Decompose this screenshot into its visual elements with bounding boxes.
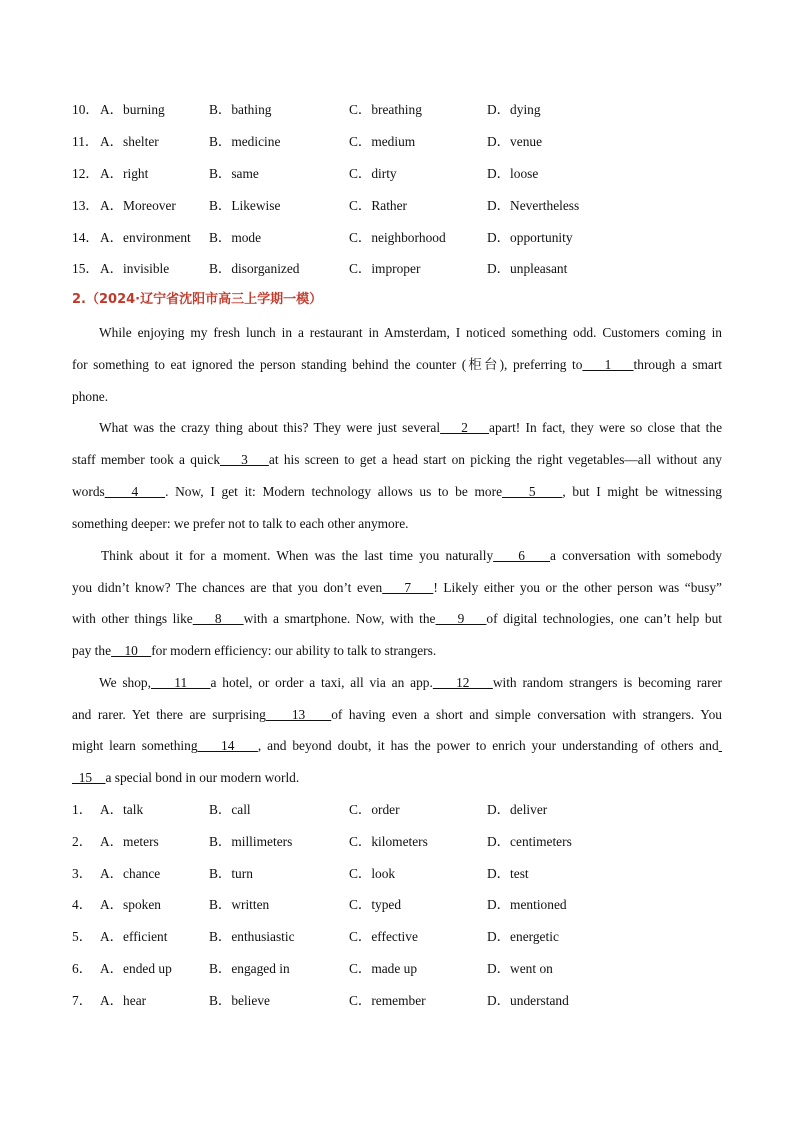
question-number: 10． (72, 102, 99, 117)
passage-line (72, 641, 722, 661)
option-c: C．made up (349, 961, 418, 976)
option-d: D．went on (487, 961, 553, 976)
passage-line (99, 418, 722, 438)
blank-7: 7 (382, 580, 434, 595)
passage-line (72, 514, 722, 534)
blank-12: 12 (432, 675, 493, 690)
section-heading: 2.（2024·辽宁省沈阳市高三上学期一模） (72, 292, 323, 307)
option-b: B．mode (209, 230, 262, 245)
option-d: D．test (487, 866, 529, 881)
passage-text: for something to eat ignored the person standing behind the counter (柜台), preferring to (72, 357, 583, 372)
passage-text: , and beyond doubt, it has the power to enrich your understanding of others and (257, 738, 719, 753)
passage-text: pay the (72, 643, 112, 658)
option-a: A．talk (100, 802, 144, 817)
option-c: C．breathing (349, 102, 422, 117)
passage-text: and rarer. Yet there are surprising (72, 707, 266, 722)
blank-4: 4 (104, 484, 166, 499)
question-number: 6． (72, 961, 93, 976)
option-c: C．improper (349, 261, 421, 276)
passage-text: with a smartphone. Now, with the (243, 611, 436, 626)
blank-15-lead (719, 738, 722, 753)
passage-text: with other things like (72, 611, 193, 626)
option-c: C．Rather (349, 198, 408, 213)
passage-text: a special bond in our modern world. (105, 770, 300, 785)
option-a: A．shelter (100, 134, 159, 149)
blank-5: 5 (502, 484, 563, 499)
passage-line (72, 578, 722, 598)
passage-text: ! Likely either you or the other person was “busy” (433, 580, 722, 595)
passage-text: While enjoying my fresh lunch in a restaurant in Amsterdam, I noticed something odd. Customers coming in (99, 325, 722, 340)
blank-14: 14 (197, 738, 258, 753)
passage-text: staff member took a quick (72, 452, 221, 467)
question-number: 12． (72, 166, 99, 181)
passage-line (72, 450, 722, 470)
passage-text: with random strangers is becoming rarer (492, 675, 722, 690)
option-d: D．mentioned (487, 897, 567, 912)
passage-text: a conversation with somebody (549, 548, 722, 563)
option-d: D．unpleasant (487, 261, 568, 276)
option-b: B．bathing (209, 102, 272, 117)
option-c: C．typed (349, 897, 402, 912)
blank-15: 15 (72, 770, 106, 785)
option-c: C．look (349, 866, 396, 881)
passage-text: words (72, 484, 105, 499)
passage-text: apart! In fact, they were so close that the (489, 420, 723, 435)
option-a: A．environment (100, 230, 191, 245)
option-b: B．enthusiastic (209, 929, 295, 944)
option-a: A．meters (100, 834, 159, 849)
passage-text: at his screen to get a head start on picking the right vegetables—all without any (268, 452, 722, 467)
blank-3: 3 (220, 452, 269, 467)
blank-11: 11 (150, 675, 211, 690)
passage-line (99, 673, 722, 693)
question-number: 11． (72, 134, 99, 149)
option-d: D．understand (487, 993, 569, 1008)
option-b: B．Likewise (209, 198, 281, 213)
option-d: D．centimeters (487, 834, 572, 849)
option-c: C．kilometers (349, 834, 428, 849)
option-b: B．same (209, 166, 259, 181)
passage-text: something deeper: we prefer not to talk to each other anymore. (72, 516, 409, 531)
option-a: A．hear (100, 993, 147, 1008)
passage-text: , but I might be witnessing (562, 484, 722, 499)
passage-text: a hotel, or order a taxi, all via an app. (210, 675, 433, 690)
passage-text: through a smart (633, 357, 722, 372)
option-a: A．burning (100, 102, 165, 117)
question-number: 2． (72, 834, 93, 849)
passage-line (99, 323, 722, 343)
option-d: D．venue (487, 134, 543, 149)
blank-1: 1 (582, 357, 634, 372)
passage-line (72, 355, 722, 375)
passage-text: of digital technologies, one can’t help but (486, 611, 722, 626)
option-d: D．loose (487, 166, 539, 181)
option-c: C．effective (349, 929, 418, 944)
question-number: 1． (72, 802, 93, 817)
blank-8: 8 (192, 611, 244, 626)
blank-2: 2 (440, 420, 490, 435)
question-number: 3． (72, 866, 93, 881)
passage-line (72, 387, 722, 407)
option-d: D．dying (487, 102, 541, 117)
option-a: A．invisible (100, 261, 170, 276)
passage-line (72, 705, 722, 725)
passage-text: might learn something (72, 738, 198, 753)
passage-text: you didn’t know? The chances are that you don’t even (72, 580, 383, 595)
option-a: A．chance (100, 866, 161, 881)
option-c: C．neighborhood (349, 230, 446, 245)
option-c: C．order (349, 802, 400, 817)
option-c: C．remember (349, 993, 426, 1008)
option-a: A．spoken (100, 897, 161, 912)
question-number: 15． (72, 261, 99, 276)
blank-6: 6 (493, 548, 550, 563)
option-b: B．millimeters (209, 834, 293, 849)
option-a: A．efficient (100, 929, 168, 944)
question-number: 5． (72, 929, 93, 944)
option-b: B．believe (209, 993, 270, 1008)
option-b: B．written (209, 897, 270, 912)
option-d: D．Nevertheless (487, 198, 580, 213)
passage-text: of having even a short and simple conversation with strangers. You (331, 707, 722, 722)
passage-text: phone. (72, 389, 109, 404)
option-d: D．energetic (487, 929, 559, 944)
option-a: A．ended up (100, 961, 172, 976)
question-number: 4． (72, 897, 93, 912)
passage-text: . Now, I get it: Modern technology allows us to be more (165, 484, 503, 499)
passage-line (72, 609, 722, 629)
option-b: B．disorganized (209, 261, 300, 276)
option-b: B．call (209, 802, 251, 817)
option-b: B．engaged in (209, 961, 290, 976)
passage-text: What was the crazy thing about this? They were just several (99, 420, 441, 435)
option-d: D．opportunity (487, 230, 573, 245)
option-a: A．Moreover (100, 198, 176, 213)
question-number: 14． (72, 230, 99, 245)
option-d: D．deliver (487, 802, 548, 817)
passage-line (101, 546, 722, 566)
blank-13: 13 (265, 707, 332, 722)
passage-text: Think about it for a moment. When was the last time you naturally (101, 548, 494, 563)
passage-text: for modern efficiency: our ability to talk to strangers. (151, 643, 437, 658)
blank-9: 9 (435, 611, 487, 626)
passage-line (72, 736, 722, 756)
option-b: B．turn (209, 866, 253, 881)
passage-line (72, 482, 722, 502)
passage-line (72, 768, 722, 788)
option-c: C．dirty (349, 166, 397, 181)
question-number: 7． (72, 993, 93, 1008)
option-a: A．right (100, 166, 149, 181)
question-number: 13． (72, 198, 99, 213)
blank-10: 10 (111, 643, 152, 658)
option-c: C．medium (349, 134, 416, 149)
option-b: B．medicine (209, 134, 281, 149)
passage-text: We shop, (99, 675, 151, 690)
